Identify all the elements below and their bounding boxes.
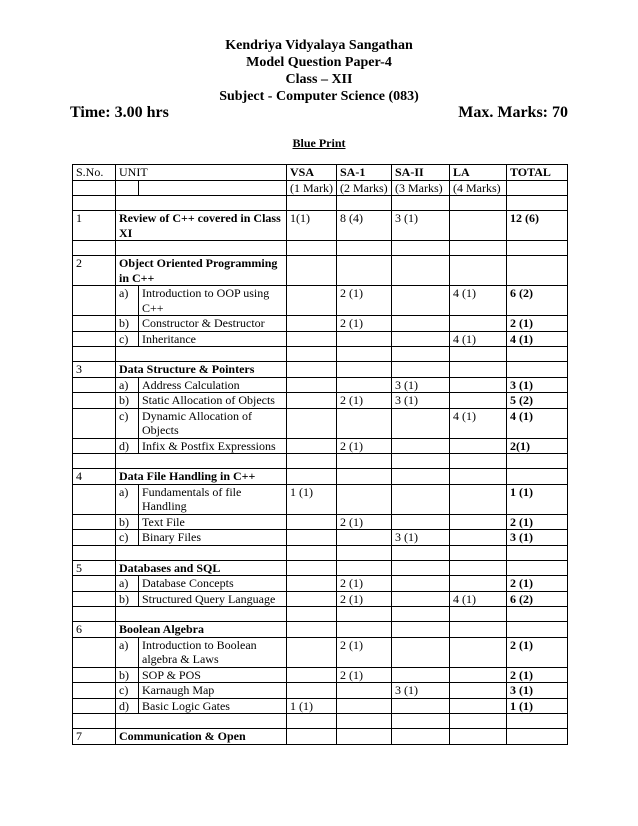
sa2-cell	[392, 438, 450, 454]
topic-name: Structured Query Language	[139, 591, 287, 607]
unit-title: Object Oriented Programming in C++	[116, 256, 287, 286]
la-cell: 4 (1)	[450, 286, 507, 316]
vsa-cell	[287, 286, 337, 316]
sa2-cell	[392, 286, 450, 316]
la-cell	[450, 667, 507, 683]
topic-label: a)	[116, 637, 139, 667]
topic-name: Binary Files	[139, 530, 287, 546]
sa1-marks-note: (2 Marks)	[337, 180, 392, 196]
la-cell	[450, 316, 507, 332]
topic-row	[73, 393, 568, 409]
topic-row	[73, 438, 568, 454]
vsa-cell	[287, 362, 337, 378]
total-cell: 3 (1)	[507, 377, 568, 393]
vsa-cell	[287, 256, 337, 286]
col-la: LA	[450, 165, 507, 181]
unit-number: 6	[73, 622, 116, 638]
topic-label: a)	[116, 576, 139, 592]
topic-row	[73, 591, 568, 607]
unit-title: Data File Handling in C++	[116, 469, 287, 485]
vsa-cell	[287, 560, 337, 576]
blueprint-heading: Blue Print	[292, 136, 346, 150]
total-cell: 2 (1)	[507, 514, 568, 530]
unit-row	[73, 560, 568, 576]
sa2-cell	[392, 256, 450, 286]
sa2-cell	[392, 316, 450, 332]
topic-label: b)	[116, 514, 139, 530]
col-sa2: SA-II	[392, 165, 450, 181]
sa2-cell	[392, 729, 450, 745]
sa2-cell	[392, 469, 450, 485]
topic-label: b)	[116, 667, 139, 683]
la-cell	[450, 698, 507, 714]
unit-number: 4	[73, 469, 116, 485]
sa1-cell	[337, 484, 392, 514]
sa1-cell	[337, 408, 392, 438]
la-cell	[450, 683, 507, 699]
col-sno: S.No.	[73, 165, 116, 181]
topic-label: b)	[116, 591, 139, 607]
total-cell: 3 (1)	[507, 683, 568, 699]
vsa-cell	[287, 530, 337, 546]
topic-row	[73, 637, 568, 667]
sa2-cell: 3 (1)	[392, 530, 450, 546]
max-marks-label: Max. Marks: 70	[458, 104, 568, 121]
topic-name: Infix & Postfix Expressions	[139, 438, 287, 454]
sa1-cell: 2 (1)	[337, 667, 392, 683]
sa1-cell: 2 (1)	[337, 393, 392, 409]
la-cell	[450, 622, 507, 638]
sa1-cell	[337, 331, 392, 347]
unit-row	[73, 362, 568, 378]
spacer-row	[73, 241, 568, 256]
sa2-cell	[392, 698, 450, 714]
vsa-cell: 1 (1)	[287, 698, 337, 714]
total-cell: 4 (1)	[507, 331, 568, 347]
col-unit: UNIT	[116, 165, 287, 181]
unit-number: 1	[73, 211, 116, 241]
unit-number: 7	[73, 729, 116, 745]
la-cell	[450, 484, 507, 514]
total-cell: 1 (1)	[507, 484, 568, 514]
total-cell	[507, 362, 568, 378]
col-sa1: SA-1	[337, 165, 392, 181]
topic-name: Introduction to OOP using C++	[139, 286, 287, 316]
topic-label: c)	[116, 530, 139, 546]
topic-label: a)	[116, 286, 139, 316]
sa2-cell: 3 (1)	[392, 683, 450, 699]
total-cell: 1 (1)	[507, 698, 568, 714]
sa2-cell	[392, 362, 450, 378]
topic-label: c)	[116, 683, 139, 699]
topic-label: a)	[116, 377, 139, 393]
sa2-cell	[392, 591, 450, 607]
class-label: Class – XII	[285, 72, 353, 87]
sa2-cell	[392, 637, 450, 667]
la-cell	[450, 576, 507, 592]
la-cell: 4 (1)	[450, 408, 507, 438]
la-cell	[450, 514, 507, 530]
vsa-cell	[287, 683, 337, 699]
sa1-cell	[337, 469, 392, 485]
total-cell: 2 (1)	[507, 637, 568, 667]
topic-name: Dynamic Allocation of Objects	[139, 408, 287, 438]
sa1-cell: 2 (1)	[337, 514, 392, 530]
topic-name: Fundamentals of file Handling	[139, 484, 287, 514]
blueprint-table	[72, 164, 568, 745]
la-cell	[450, 362, 507, 378]
sa2-cell	[392, 560, 450, 576]
topic-label: d)	[116, 698, 139, 714]
vsa-cell	[287, 591, 337, 607]
topic-label: c)	[116, 331, 139, 347]
total-cell	[507, 560, 568, 576]
vsa-cell	[287, 393, 337, 409]
topic-name: Introduction to Boolean algebra & Laws	[139, 637, 287, 667]
vsa-cell	[287, 469, 337, 485]
col-total: TOTAL	[507, 165, 568, 181]
spacer-row	[73, 607, 568, 622]
spacer-row	[73, 714, 568, 729]
total-cell: 3 (1)	[507, 530, 568, 546]
sa2-cell	[392, 408, 450, 438]
la-cell: 4 (1)	[450, 591, 507, 607]
vsa-cell	[287, 622, 337, 638]
topic-row	[73, 576, 568, 592]
vsa-marks-note: (1 Mark)	[287, 180, 337, 196]
sa1-cell	[337, 377, 392, 393]
vsa-cell	[287, 331, 337, 347]
col-vsa: VSA	[287, 165, 337, 181]
topic-row	[73, 316, 568, 332]
total-cell: 2 (1)	[507, 667, 568, 683]
topic-row	[73, 683, 568, 699]
sa2-cell: 3 (1)	[392, 377, 450, 393]
topic-row	[73, 331, 568, 347]
sa2-cell: 3 (1)	[392, 393, 450, 409]
org-name: Kendriya Vidyalaya Sangathan	[225, 38, 413, 53]
unit-row	[73, 729, 568, 745]
topic-name: SOP & POS	[139, 667, 287, 683]
topic-label: b)	[116, 393, 139, 409]
total-cell	[507, 256, 568, 286]
la-cell	[450, 393, 507, 409]
topic-name: Inheritance	[139, 331, 287, 347]
sa1-cell: 2 (1)	[337, 438, 392, 454]
unit-title: Data Structure & Pointers	[116, 362, 287, 378]
unit-title: Databases and SQL	[116, 560, 287, 576]
topic-label: d)	[116, 438, 139, 454]
subject-label: Subject - Computer Science (083)	[219, 89, 419, 104]
la-marks-note: (4 Marks)	[450, 180, 507, 196]
topic-label: a)	[116, 484, 139, 514]
topic-name: Static Allocation of Objects	[139, 393, 287, 409]
la-cell	[450, 560, 507, 576]
sa1-cell	[337, 729, 392, 745]
topic-row	[73, 530, 568, 546]
sa1-cell: 2 (1)	[337, 316, 392, 332]
topic-name: Text File	[139, 514, 287, 530]
sa1-cell	[337, 256, 392, 286]
total-cell	[507, 469, 568, 485]
la-cell	[450, 530, 507, 546]
total-cell: 6 (2)	[507, 591, 568, 607]
sa1-cell	[337, 683, 392, 699]
spacer-row	[73, 454, 568, 469]
sa2-cell	[392, 667, 450, 683]
sa1-cell	[337, 560, 392, 576]
sa2-cell	[392, 576, 450, 592]
unit-number: 2	[73, 256, 116, 286]
total-cell: 5 (2)	[507, 393, 568, 409]
topic-row	[73, 286, 568, 316]
vsa-cell	[287, 316, 337, 332]
vsa-cell: 1 (1)	[287, 484, 337, 514]
total-cell	[507, 622, 568, 638]
topic-name: Basic Logic Gates	[139, 698, 287, 714]
vsa-cell	[287, 438, 337, 454]
topic-name: Constructor & Destructor	[139, 316, 287, 332]
sa1-cell	[337, 530, 392, 546]
total-cell: 6 (2)	[507, 286, 568, 316]
total-cell: 4 (1)	[507, 408, 568, 438]
unit-title: Review of C++ covered in Class XI	[116, 211, 287, 241]
total-cell: 2(1)	[507, 438, 568, 454]
vsa-cell	[287, 576, 337, 592]
vsa-cell: 1(1)	[287, 211, 337, 241]
topic-row	[73, 408, 568, 438]
topic-row	[73, 377, 568, 393]
la-cell: 4 (1)	[450, 331, 507, 347]
la-cell	[450, 637, 507, 667]
subheader-row	[73, 180, 568, 196]
sa1-cell: 2 (1)	[337, 286, 392, 316]
sa1-cell: 2 (1)	[337, 576, 392, 592]
vsa-cell	[287, 729, 337, 745]
topic-name: Database Concepts	[139, 576, 287, 592]
topic-label: c)	[116, 408, 139, 438]
sa1-cell: 2 (1)	[337, 637, 392, 667]
sa2-cell	[392, 331, 450, 347]
unit-row	[73, 256, 568, 286]
la-cell	[450, 256, 507, 286]
la-cell	[450, 729, 507, 745]
topic-row	[73, 514, 568, 530]
sa2-cell	[392, 622, 450, 638]
vsa-cell	[287, 667, 337, 683]
topic-row	[73, 667, 568, 683]
sa1-cell	[337, 622, 392, 638]
la-cell	[450, 438, 507, 454]
sa2-cell: 3 (1)	[392, 211, 450, 241]
vsa-cell	[287, 637, 337, 667]
vsa-cell	[287, 514, 337, 530]
topic-row	[73, 484, 568, 514]
sa1-cell: 8 (4)	[337, 211, 392, 241]
vsa-cell	[287, 408, 337, 438]
total-cell	[507, 729, 568, 745]
sa1-cell: 2 (1)	[337, 591, 392, 607]
sa1-cell	[337, 698, 392, 714]
time-label: Time: 3.00 hrs	[70, 104, 169, 121]
la-cell	[450, 211, 507, 241]
paper-title: Model Question Paper-4	[246, 55, 392, 70]
spacer-row	[73, 545, 568, 560]
header-row	[73, 165, 568, 181]
unit-row	[73, 469, 568, 485]
unit-title: Boolean Algebra	[116, 622, 287, 638]
sa1-cell	[337, 362, 392, 378]
total-cell: 2 (1)	[507, 576, 568, 592]
vsa-cell	[287, 377, 337, 393]
total-cell: 2 (1)	[507, 316, 568, 332]
topic-name: Karnaugh Map	[139, 683, 287, 699]
unit-row	[73, 211, 568, 241]
unit-row	[73, 622, 568, 638]
unit-number: 3	[73, 362, 116, 378]
topic-name: Address Calculation	[139, 377, 287, 393]
sa2-marks-note: (3 Marks)	[392, 180, 450, 196]
la-cell	[450, 469, 507, 485]
topic-label: b)	[116, 316, 139, 332]
spacer-row	[73, 196, 568, 211]
sa2-cell	[392, 484, 450, 514]
sa2-cell	[392, 514, 450, 530]
total-cell: 12 (6)	[507, 211, 568, 241]
la-cell	[450, 377, 507, 393]
unit-title: Communication & Open	[116, 729, 287, 745]
unit-number: 5	[73, 560, 116, 576]
spacer-row	[73, 347, 568, 362]
topic-row	[73, 698, 568, 714]
